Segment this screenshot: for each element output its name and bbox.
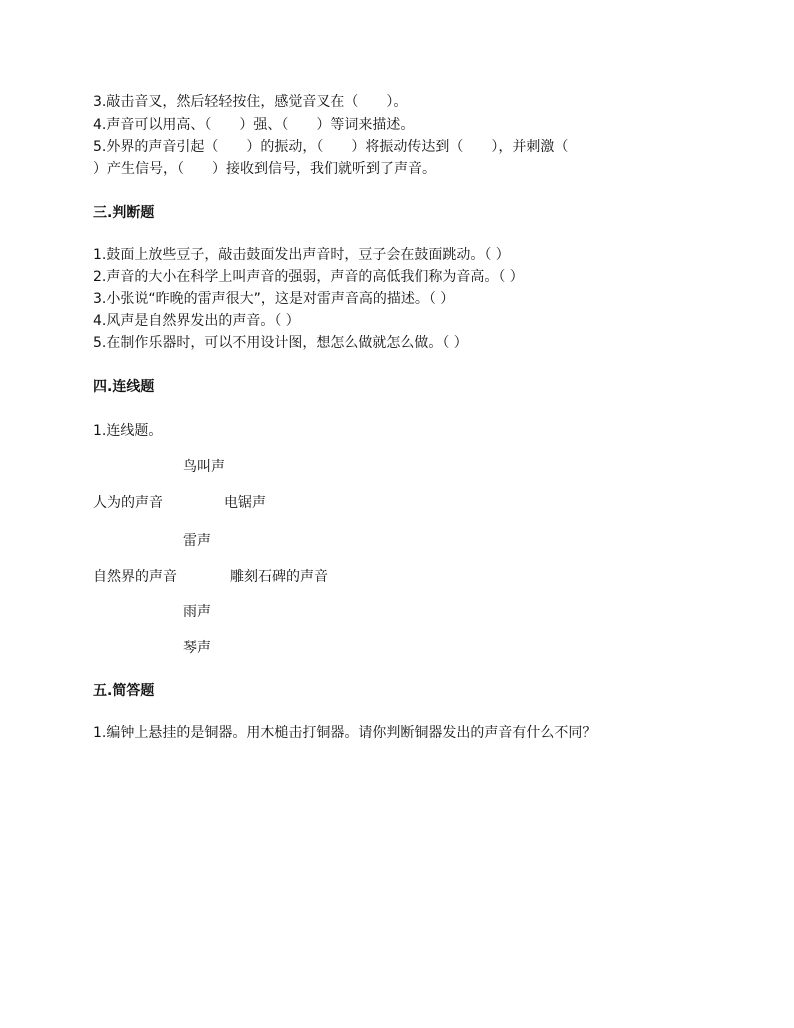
fill-blank-question-5: 5.外界的声音引起（ ）的振动，（ ）将振动传达到（ ），并刺激（ (93, 139, 569, 155)
section-heading-matching: 四.连线题 (93, 379, 155, 395)
matching-right-item-rain: 雨声 (183, 604, 211, 620)
matching-right-item-thunder: 雷声 (183, 533, 211, 549)
section-heading-judgement: 三.判断题 (93, 205, 155, 221)
fill-blank-question-3: 3.敲击音叉，然后轻轻按住，感觉音叉在（ ）。 (93, 94, 408, 110)
judgement-question-3: 3.小张说“昨晚的雷声很大”，这是对雷声音高的描述。（ ） (93, 291, 455, 307)
matching-right-item-piano: 琴声 (183, 640, 211, 656)
fill-blank-question-5-continued: ）产生信号，（ ）接收到信号，我们就听到了声音。 (93, 161, 436, 177)
matching-right-item-chainsaw: 电锯声 (224, 495, 266, 511)
matching-left-item-man-made: 人为的声音 (93, 495, 163, 511)
matching-right-item-bird-call: 鸟叫声 (183, 459, 225, 475)
matching-left-item-natural: 自然界的声音 (93, 569, 177, 585)
matching-right-item-stone-carving: 雕刻石碑的声音 (230, 569, 328, 585)
fill-blank-question-4: 4.声音可以用高、（ ）强、（ ）等词来描述。 (93, 117, 415, 133)
judgement-question-2: 2.声音的大小在科学上叫声音的强弱，声音的高低我们称为音高。（ ） (93, 269, 524, 285)
judgement-question-4: 4.风声是自然界发出的声音。（ ） (93, 313, 300, 329)
short-answer-question-1: 1.编钟上悬挂的是铜器。用木槌击打铜器。请你判断铜器发出的声音有什么不同？ (93, 725, 597, 741)
judgement-question-1: 1.鼓面上放些豆子，敲击鼓面发出声音时，豆子会在鼓面跳动。（ ） (93, 247, 510, 263)
matching-question: 1.连线题。 (93, 423, 163, 439)
section-heading-short-answer: 五.简答题 (93, 683, 155, 699)
judgement-question-5: 5.在制作乐器时，可以不用设计图，想怎么做就怎么做。（ ） (93, 335, 468, 351)
